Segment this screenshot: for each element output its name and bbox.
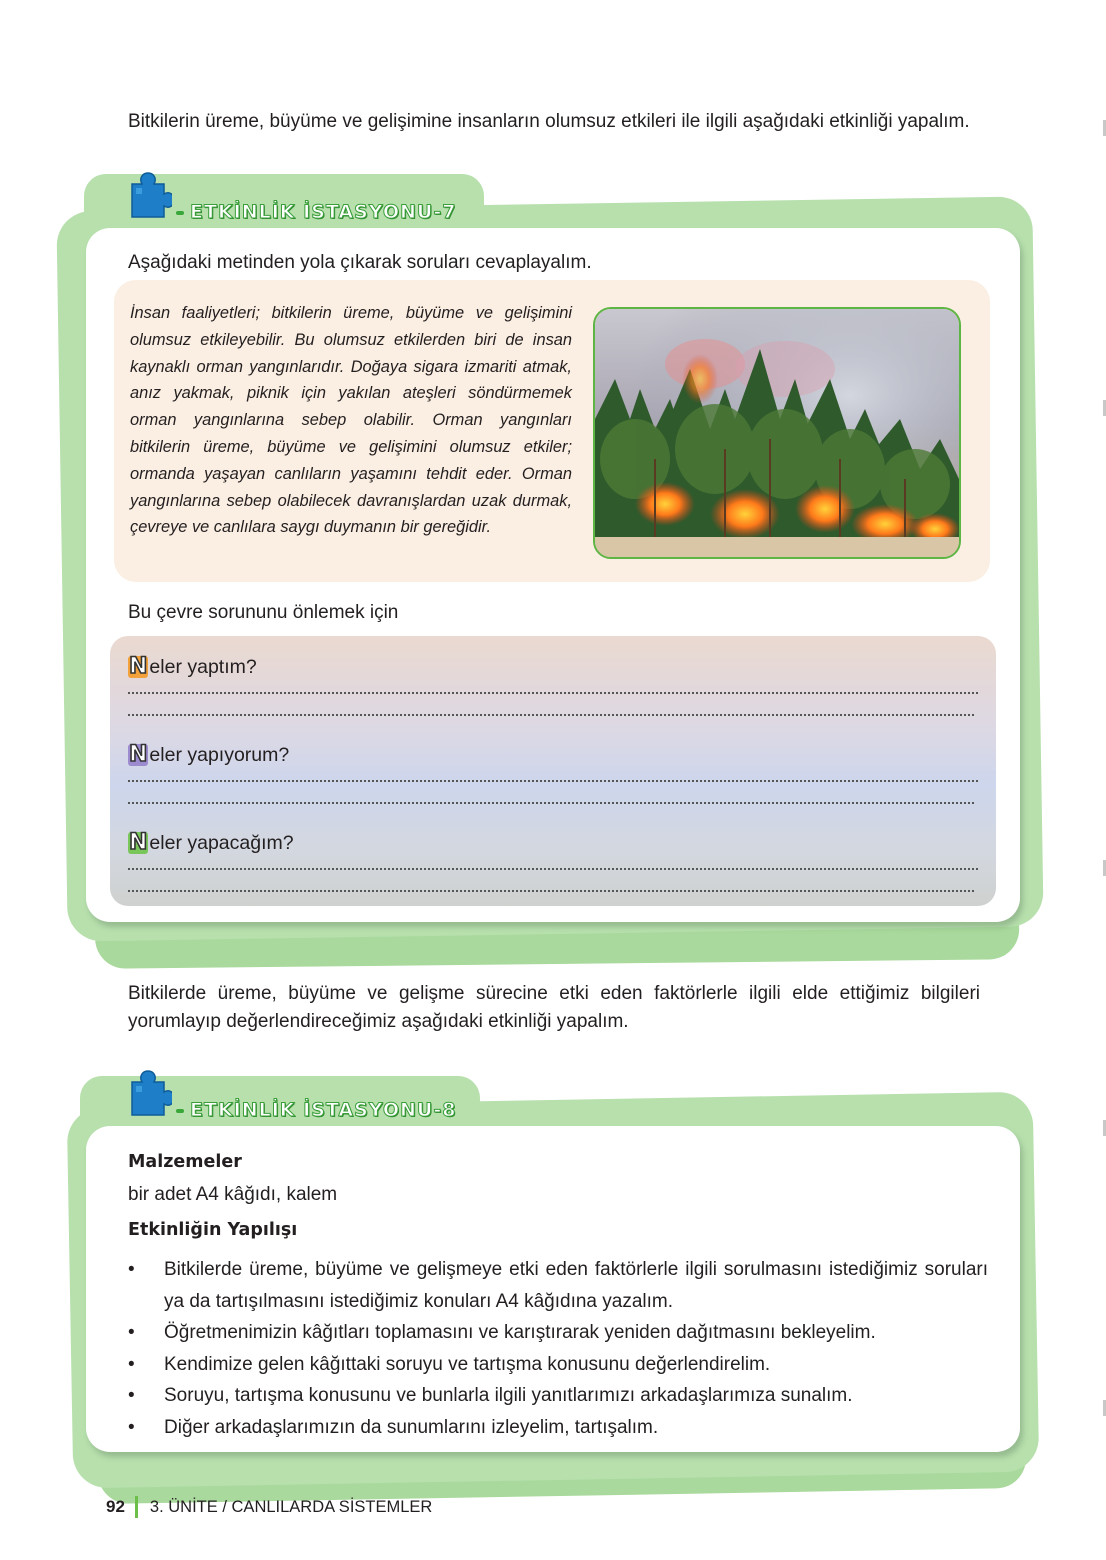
footer-divider: [135, 1496, 138, 1518]
instruction-text: Aşağıdaki metinden yola çıkarak soruları cevaplayalım.: [128, 252, 592, 273]
materials-text: bir adet A4 kâğıdı, kalem: [128, 1184, 338, 1205]
station-8-title: ETKİNLİK İSTASYONU-8: [176, 1099, 456, 1121]
answer-line[interactable]: [128, 774, 978, 782]
procedure-heading: Etkinliğin Yapılışı: [128, 1220, 298, 1240]
page-footer: [106, 1496, 432, 1518]
question-2-text: eler yapıyorum?: [149, 744, 290, 766]
puzzle-piece-icon: [126, 170, 172, 220]
station-7-title: ETKİNLİK İSTASYONU-7: [176, 201, 456, 223]
question-1-text: eler yaptım?: [149, 656, 257, 678]
puzzle-piece-icon: [126, 1068, 172, 1118]
letter-n-icon: N: [129, 830, 148, 855]
list-item: • Bitkilerde üreme, büyüme ve gelişmeye etki eden faktörlerle ilgili sorulmasını istediğimiz soruları ya da tartışılmasını istediğimiz konuları A4 kâğıdına yazalım.: [128, 1254, 988, 1317]
answer-line[interactable]: [128, 686, 978, 694]
answer-line[interactable]: [128, 796, 974, 804]
question-2: [128, 742, 289, 768]
list-item: • Soruyu, tartışma konusunu ve bunlarla ilgili yanıtlarımızı arkadaşlarımıza sunalım.: [128, 1380, 988, 1412]
question-3: [128, 830, 294, 856]
question-1: [128, 654, 257, 680]
question-3-text: eler yapacağım?: [149, 832, 294, 854]
reading-text: İnsan faaliyetleri; bitkilerin üreme, büyüme ve gelişimini olumsuz etkileyebilir. Bu olumsuz etkilerden biri de insan kaynaklı orman yangınlarıdır. Doğaya sigara izmariti atmak, anız yakmak, piknik için yakılan ateşleri söndürmemek orman yangınlarına sebep olabilir. Orman yangınları bitkilerin üreme, büyüme ve gelişimini olumsuz etkiler; ormanda yaşayan canlıların yaşamını tehdit eder. Orman yangınlarına sebep olabilecek davranışlardan uzak durmak, çevreye ve canlılara saygı duymanın bir gereğidir.: [130, 304, 572, 537]
answer-line[interactable]: [128, 862, 978, 870]
letter-n-icon: N: [129, 742, 148, 767]
intro-paragraph: Bitkilerin üreme, büyüme ve gelişimine insanların olumsuz etkileri ile ilgili aşağıdaki etkinliği yapalım.: [128, 111, 970, 132]
letter-n-icon: N: [129, 654, 148, 679]
list-item: • Öğretmenimizin kâğıtları toplamasını ve karıştırarak yeniden dağıtmasını bekleyelim.: [128, 1317, 988, 1349]
list-item: • Kendimize gelen kâğıttaki soruyu ve tartışma konusunu değerlendirelim.: [128, 1349, 988, 1381]
prompt-text: Bu çevre sorununu önlemek için: [128, 602, 399, 623]
list-item: • Diğer arkadaşlarımızın da sunumlarını izleyelim, tartışalım.: [128, 1412, 988, 1444]
materials-heading: Malzemeler: [128, 1152, 242, 1172]
unit-label: 3. ÜNİTE / CANLILARDA SİSTEMLER: [149, 1497, 433, 1516]
answer-line[interactable]: [128, 884, 974, 892]
answer-line[interactable]: [128, 708, 974, 716]
page-number: 92: [106, 1497, 125, 1516]
procedure-list: [128, 1254, 988, 1443]
forest-fire-photo: [593, 307, 961, 559]
intro-paragraph-2: Bitkilerde üreme, büyüme ve gelişme sürecine etki eden faktörlerle ilgili elde ettiğimiz bilgileri yorumlayıp değerlendireceğimiz aşağıdaki etkinliği yapalım.: [128, 983, 980, 1032]
